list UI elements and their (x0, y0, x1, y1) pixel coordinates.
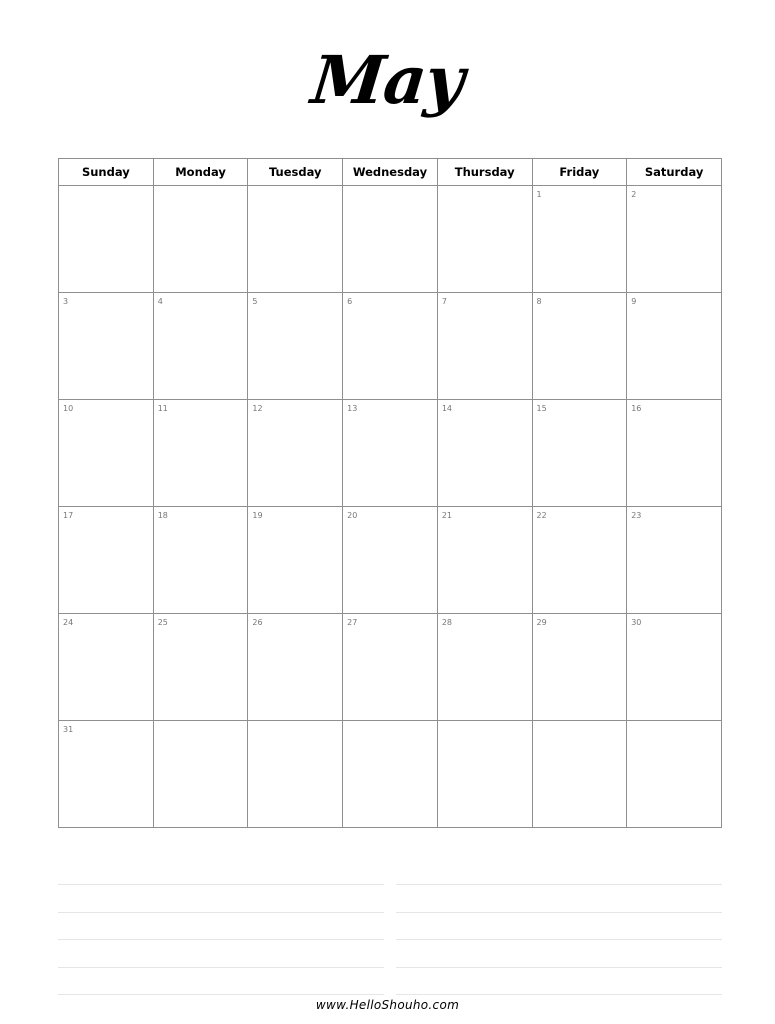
week-row (59, 507, 722, 614)
day-cell (532, 186, 627, 293)
day-cell (437, 614, 532, 721)
week-row (59, 400, 722, 507)
day-number (438, 186, 532, 190)
day-number: 6 (347, 297, 353, 306)
day-number (533, 721, 627, 725)
day-number: 16 (631, 404, 642, 413)
day-number: 18 (157, 511, 168, 520)
note-line (396, 884, 722, 912)
calendar-grid (58, 158, 722, 828)
weekday-saturday: Saturday (627, 159, 722, 186)
day-cell (437, 293, 532, 400)
notes-area (58, 884, 722, 992)
day-number: 2 (631, 190, 637, 199)
day-cell (248, 614, 343, 721)
day-cell (248, 721, 343, 828)
day-number (248, 721, 342, 725)
day-cell (437, 400, 532, 507)
day-number: 15 (536, 404, 547, 413)
day-cell (532, 400, 627, 507)
day-number: 12 (252, 404, 263, 413)
day-number: 31 (63, 725, 74, 734)
week-row (59, 721, 722, 828)
day-cell (153, 186, 248, 293)
day-number: 30 (631, 618, 642, 627)
week-row (59, 293, 722, 400)
day-cell (153, 293, 248, 400)
day-number (343, 186, 437, 190)
note-line (58, 912, 384, 940)
weekday-sunday: Sunday (59, 159, 154, 186)
day-cell (153, 400, 248, 507)
day-number: 17 (63, 511, 74, 520)
day-cell (437, 721, 532, 828)
day-number: 1 (536, 190, 542, 199)
day-number: 5 (252, 297, 258, 306)
day-number: 19 (252, 511, 263, 520)
day-cell (153, 614, 248, 721)
day-cell (532, 614, 627, 721)
day-cell (627, 614, 722, 721)
day-number (59, 186, 153, 190)
note-line (58, 884, 384, 912)
day-number: 26 (252, 618, 263, 627)
day-cell (437, 186, 532, 293)
day-cell (627, 186, 722, 293)
day-number (154, 186, 248, 190)
day-cell (532, 293, 627, 400)
day-cell (248, 400, 343, 507)
note-line (58, 967, 384, 995)
day-number (154, 721, 248, 725)
week-row (59, 186, 722, 293)
day-number: 13 (347, 404, 358, 413)
weekday-header-row (59, 159, 722, 186)
note-line (396, 939, 722, 967)
day-cell (153, 507, 248, 614)
day-number: 24 (63, 618, 74, 627)
day-cell (248, 186, 343, 293)
day-cell (248, 507, 343, 614)
day-cell (343, 186, 438, 293)
day-cell (153, 721, 248, 828)
day-number: 3 (63, 297, 69, 306)
day-cell (59, 400, 154, 507)
day-number (248, 186, 342, 190)
day-number: 10 (63, 404, 74, 413)
website-footer: www.HelloShouho.com (315, 998, 460, 1012)
note-line (58, 939, 384, 967)
day-number: 28 (441, 618, 452, 627)
day-cell (59, 507, 154, 614)
week-row (59, 614, 722, 721)
day-number: 9 (631, 297, 637, 306)
day-cell (59, 293, 154, 400)
weekday-wednesday: Wednesday (343, 159, 438, 186)
day-number: 14 (441, 404, 452, 413)
day-cell (627, 400, 722, 507)
weekday-monday: Monday (153, 159, 248, 186)
note-line (396, 912, 722, 940)
day-cell (343, 507, 438, 614)
day-cell (248, 293, 343, 400)
day-cell (627, 507, 722, 614)
day-number (438, 721, 532, 725)
day-cell (343, 400, 438, 507)
day-number (627, 721, 721, 725)
day-cell (437, 507, 532, 614)
day-number: 23 (631, 511, 642, 520)
day-cell (59, 721, 154, 828)
month-title: May (307, 41, 468, 119)
day-number: 27 (347, 618, 358, 627)
day-number: 25 (157, 618, 168, 627)
day-cell (532, 507, 627, 614)
weekday-tuesday: Tuesday (248, 159, 343, 186)
day-cell (627, 293, 722, 400)
day-number: 21 (441, 511, 452, 520)
weekday-thursday: Thursday (437, 159, 532, 186)
day-number: 20 (347, 511, 358, 520)
day-cell (59, 614, 154, 721)
day-number: 7 (441, 297, 447, 306)
day-cell (627, 721, 722, 828)
day-cell (532, 721, 627, 828)
day-number: 8 (536, 297, 542, 306)
day-number: 4 (157, 297, 163, 306)
day-number (343, 721, 437, 725)
day-number: 22 (536, 511, 547, 520)
note-line (396, 967, 722, 995)
day-cell (343, 614, 438, 721)
day-number: 29 (536, 618, 547, 627)
day-cell (343, 293, 438, 400)
day-number: 11 (157, 404, 168, 413)
weekday-friday: Friday (532, 159, 627, 186)
day-cell (59, 186, 154, 293)
day-cell (343, 721, 438, 828)
